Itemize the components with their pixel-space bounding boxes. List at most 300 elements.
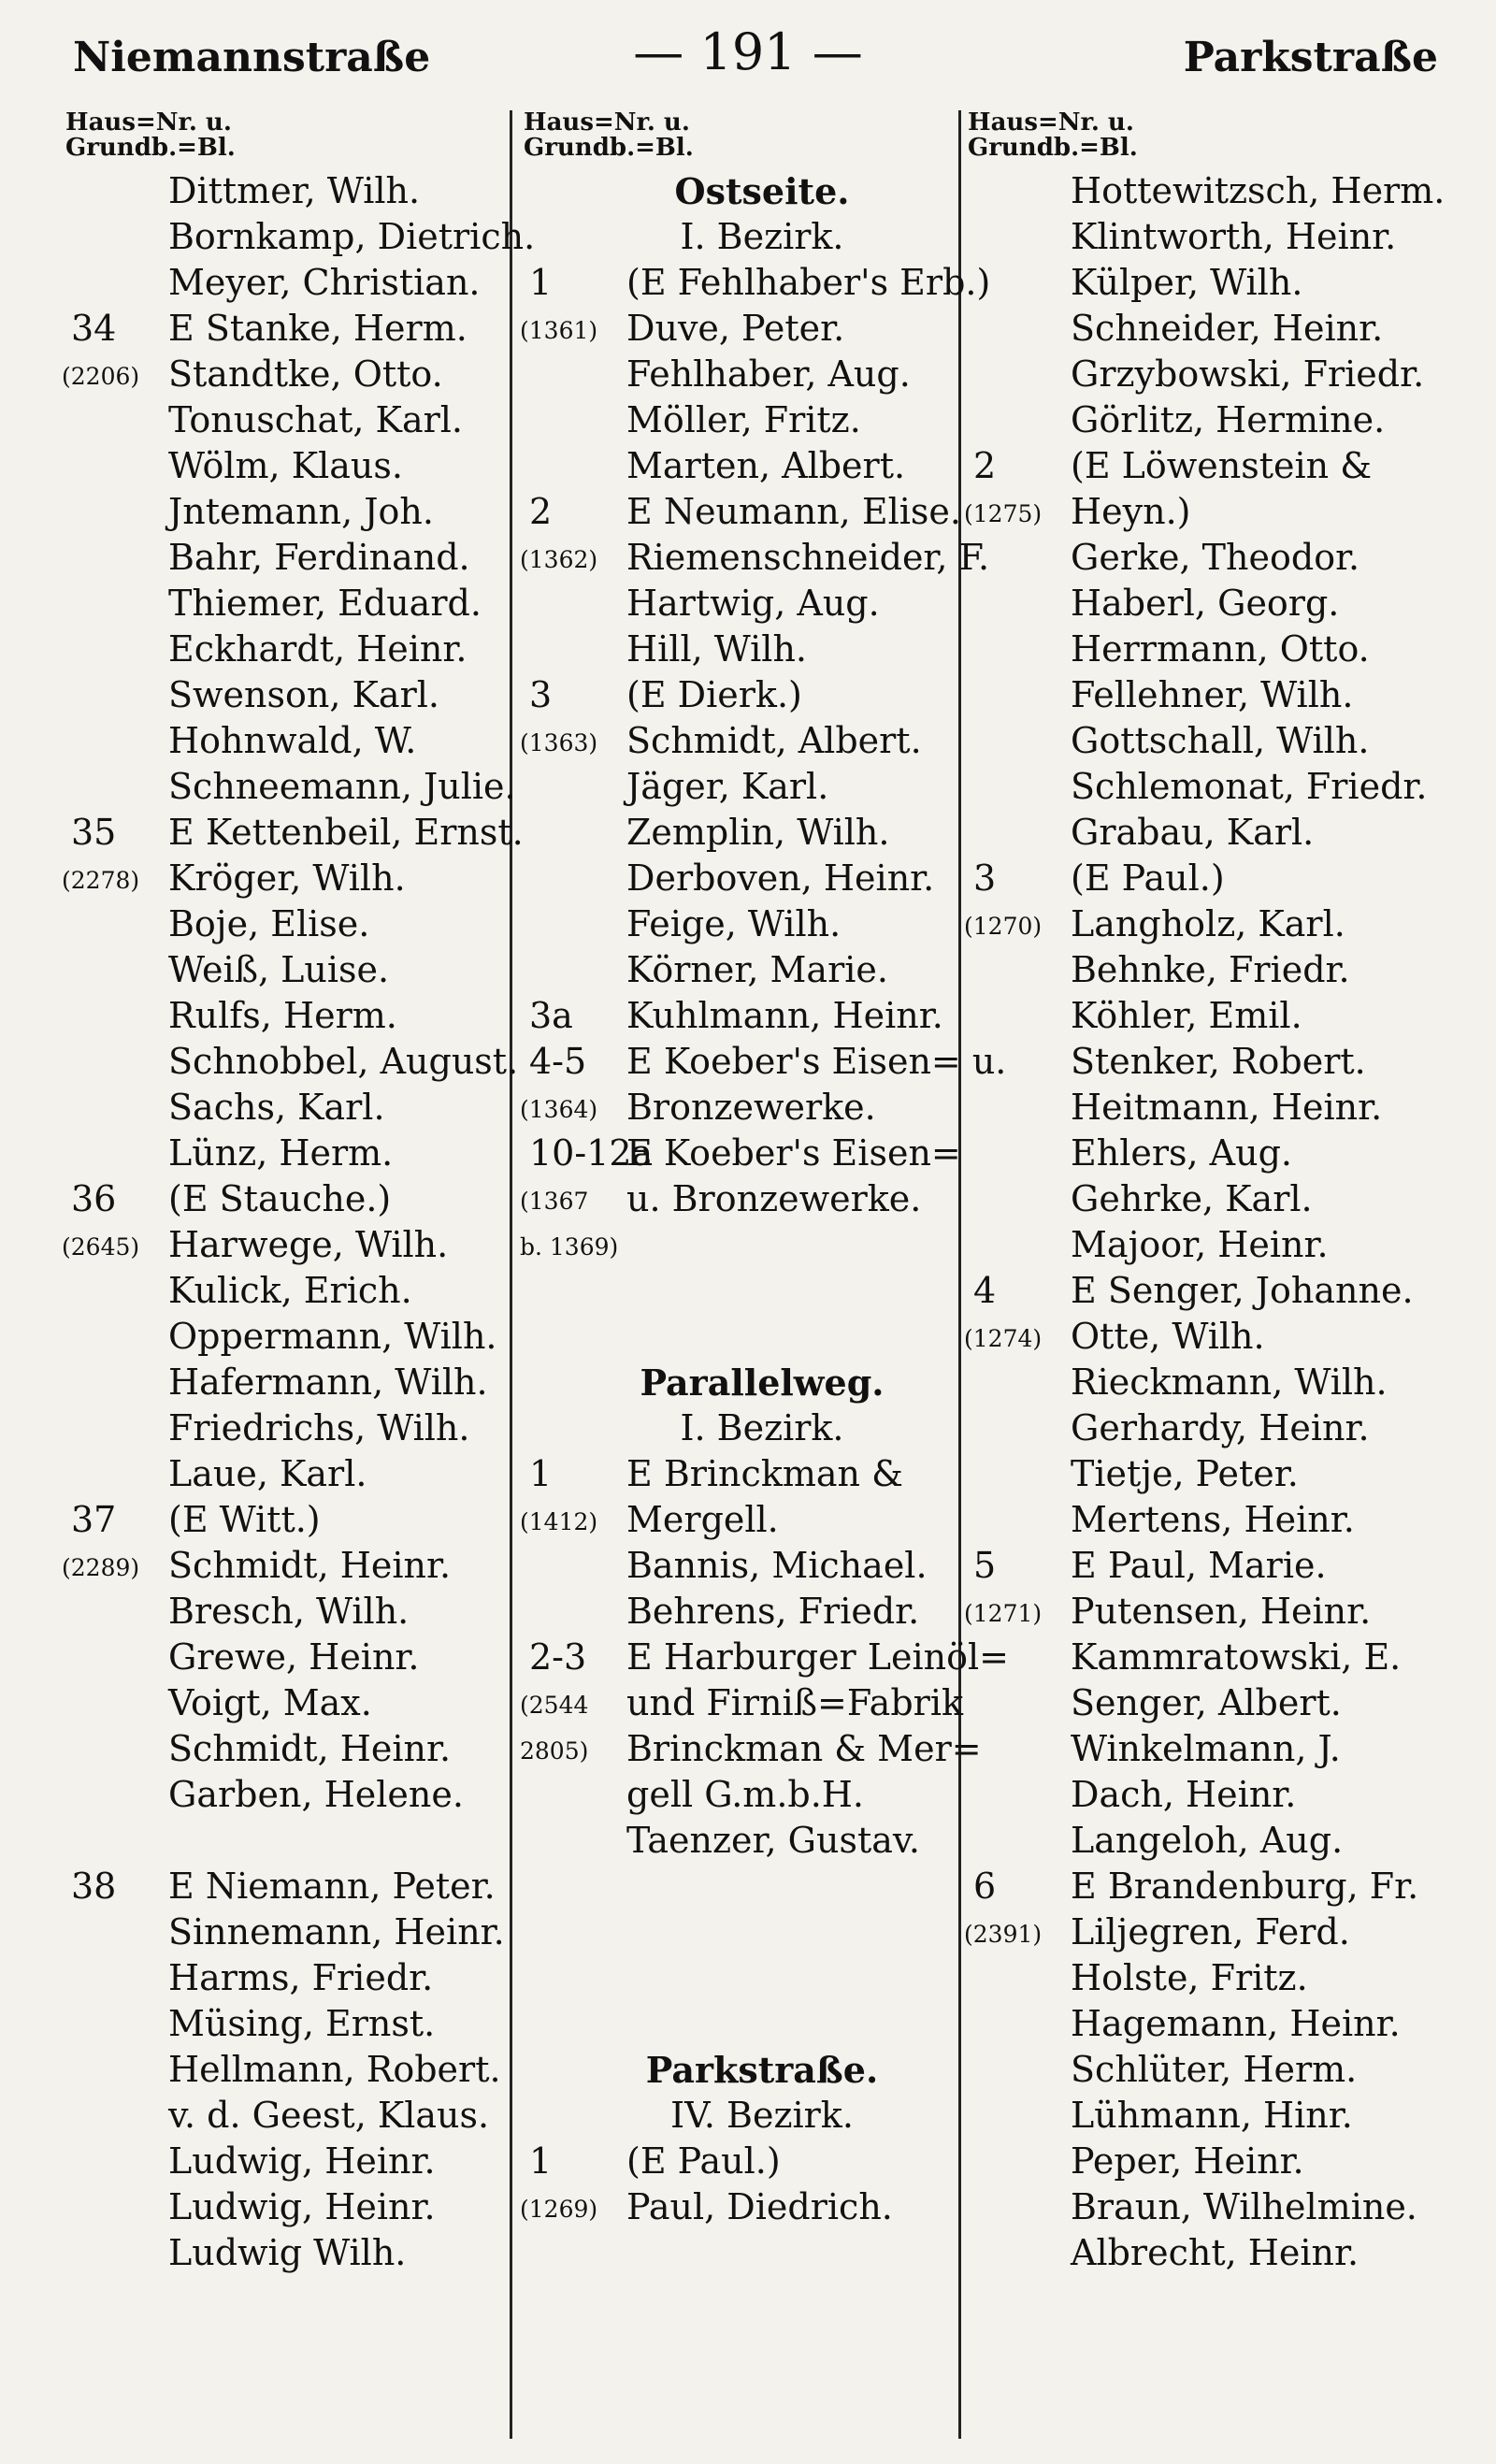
resident-name: Kuhlmann, Heinr. (626, 995, 943, 1036)
directory-entry (964, 1909, 1454, 1955)
directory-entry (968, 993, 1454, 1039)
directory-entry (65, 1314, 514, 1360)
resident-name: Standtke, Otto. (168, 353, 443, 395)
land-register-number: b. 1369) (520, 1233, 619, 1261)
land-register-number: 2805) (520, 1737, 589, 1765)
directory-entry (65, 718, 514, 764)
spacer (524, 2001, 963, 2047)
resident-name: Weiß, Luise. (168, 949, 390, 990)
directory-entry (65, 627, 514, 672)
resident-name: Fehlhaber, Aug. (626, 353, 911, 395)
resident-name: Liljegren, Ferd. (1071, 1911, 1350, 1952)
directory-entry (968, 764, 1454, 810)
column-heading (968, 110, 1454, 168)
running-head-left: Niemannstraße (73, 34, 431, 81)
directory-entry (65, 581, 514, 627)
directory-entry (520, 2184, 963, 2230)
directory-entry (968, 1726, 1454, 1772)
directory-entry (65, 1176, 514, 1222)
resident-name: E Brinckman & (626, 1453, 903, 1494)
resident-name: (E Stauche.) (168, 1178, 392, 1219)
resident-name: Gerhardy, Heinr. (1071, 1407, 1370, 1448)
resident-name: Grabau, Karl. (1071, 812, 1315, 853)
resident-name: gell G.m.b.H. (626, 1774, 865, 1815)
land-register-number: (2391) (964, 1921, 1043, 1948)
house-number: 35 (71, 812, 117, 853)
resident-name: Derboven, Heinr. (626, 857, 935, 899)
resident-name: Peper, Heinr. (1071, 2140, 1304, 2182)
directory-entry (968, 1772, 1454, 1818)
directory-entry (65, 397, 514, 443)
directory-entry (968, 672, 1454, 718)
directory-entry (968, 535, 1454, 581)
land-register-number: (1363) (520, 729, 598, 756)
page-number: — 191 — (633, 22, 863, 81)
directory-entry (524, 672, 963, 718)
directory-entry (968, 856, 1454, 901)
resident-name: Schlüter, Herm. (1071, 2049, 1358, 2090)
directory-entry (65, 2139, 514, 2184)
directory-entry (968, 581, 1454, 627)
resident-name: Lühmann, Hinr. (1071, 2095, 1353, 2136)
resident-name: Ludwig Wilh. (168, 2232, 407, 2273)
resident-name: Müsing, Ernst. (168, 2003, 436, 2044)
resident-name: Schmidt, Albert. (626, 720, 922, 761)
resident-name: Hill, Wilh. (626, 628, 808, 670)
resident-name: Lünz, Herm. (168, 1132, 394, 1174)
land-register-number: (2289) (62, 1554, 140, 1581)
resident-name: Hottewitzsch, Herm. (1071, 170, 1446, 211)
directory-entry (968, 1680, 1454, 1726)
resident-name: Meyer, Christian. (168, 262, 481, 303)
resident-name: Kammratowski, E. (1071, 1636, 1402, 1678)
district-heading: IV. Bezirk. (670, 2095, 854, 2136)
directory-entry (524, 1589, 963, 1635)
directory-entry (65, 901, 514, 947)
directory-entry (968, 1864, 1454, 1909)
directory-entry (524, 352, 963, 397)
directory-entry (964, 1314, 1454, 1360)
resident-name: (E Fehlhaber's Erb.) (626, 262, 991, 303)
land-register-number: (2206) (62, 363, 140, 390)
directory-entry (65, 993, 514, 1039)
resident-name: E Neumann, Elise. (626, 491, 961, 532)
directory-entry (65, 260, 514, 306)
directory-entry (968, 947, 1454, 993)
directory-entry (65, 1589, 514, 1635)
land-register-number: (1361) (520, 317, 598, 344)
directory-entry (65, 1726, 514, 1772)
house-number: 3 (973, 857, 997, 899)
directory-entry (65, 2184, 514, 2230)
resident-name: Fellehner, Wilh. (1071, 674, 1354, 715)
directory-entry (65, 1909, 514, 1955)
resident-name: Bronzewerke. (626, 1087, 876, 1128)
resident-name: Eckhardt, Heinr. (168, 628, 468, 670)
column-heading (65, 110, 514, 168)
resident-name: E Senger, Johanne. (1071, 1270, 1414, 1311)
resident-name: (E Paul.) (1071, 857, 1225, 899)
column-3 (964, 108, 1454, 2276)
resident-name: Schnobbel, August. (168, 1041, 519, 1082)
directory-entry (968, 1818, 1454, 1864)
resident-name: Schmidt, Heinr. (168, 1728, 452, 1769)
page-header (0, 19, 1496, 84)
resident-name: Brinckman & Mer= (626, 1728, 982, 1769)
resident-name: Schmidt, Heinr. (168, 1545, 452, 1586)
directory-entry (968, 1131, 1454, 1176)
district-heading: I. Bezirk. (680, 1407, 844, 1448)
directory-entry (968, 2093, 1454, 2139)
resident-name: Senger, Albert. (1071, 1682, 1342, 1723)
directory-entry (524, 627, 963, 672)
resident-name: Sinnemann, Heinr. (168, 1911, 505, 1952)
resident-name: E Stanke, Herm. (168, 308, 468, 349)
resident-name: Klintworth, Heinr. (1071, 216, 1397, 257)
column-1 (62, 108, 536, 2276)
resident-name: Schneemann, Julie. (168, 766, 516, 807)
directory-entry (968, 1451, 1454, 1497)
directory-entry (968, 443, 1454, 489)
land-register-number: (1269) (520, 2196, 598, 2223)
resident-name: Hagemann, Heinr. (1071, 2003, 1401, 2044)
resident-name: Ludwig, Heinr. (168, 2186, 436, 2227)
directory-entry (968, 1635, 1454, 1680)
directory-entry (968, 168, 1454, 214)
directory-entry (968, 1405, 1454, 1451)
resident-name: Riemenschneider, F. (626, 537, 990, 578)
resident-name: Köhler, Emil. (1071, 995, 1302, 1036)
resident-name: Bresch, Wilh. (168, 1591, 410, 1632)
directory-entry (524, 2139, 963, 2184)
directory-entry (968, 306, 1454, 352)
resident-name: Holste, Fritz. (1071, 1957, 1308, 1998)
land-register-number: (1275) (964, 500, 1043, 527)
directory-entry (65, 810, 524, 856)
directory-entry (65, 168, 514, 214)
resident-name: E Kettenbeil, Ernst. (168, 812, 524, 853)
directory-entry (968, 1497, 1454, 1543)
directory-entry (65, 1360, 514, 1405)
directory-entry (968, 214, 1454, 260)
resident-name: Heyn.) (1071, 491, 1191, 532)
directory-entry (968, 260, 1454, 306)
directory-entry (524, 260, 991, 306)
resident-name: Albrecht, Heinr. (1071, 2232, 1359, 2273)
resident-name: Tonuschat, Karl. (168, 399, 464, 440)
resident-name: Hellmann, Robert. (168, 2049, 501, 2090)
resident-name: E Koeber's Eisen= (626, 1132, 961, 1174)
directory-entry (65, 1451, 514, 1497)
house-number: 4 (973, 1270, 997, 1311)
directory-entry (62, 856, 514, 901)
resident-name: Mertens, Heinr. (1071, 1499, 1355, 1540)
directory-entry (520, 1726, 982, 1772)
resident-name: Kulick, Erich. (168, 1270, 412, 1311)
directory-entry (65, 306, 514, 352)
directory-entry (65, 672, 514, 718)
spacer (524, 1268, 963, 1314)
directory-entry (520, 1085, 963, 1131)
directory-entry (524, 947, 963, 993)
directory-entry (524, 1451, 963, 1497)
land-register-number: (1367 (520, 1188, 589, 1215)
house-number: 38 (71, 1866, 117, 1907)
running-head-right: Parkstraße (1183, 34, 1438, 81)
resident-name: E Niemann, Peter. (168, 1866, 496, 1907)
resident-name: (E Witt.) (168, 1499, 321, 1540)
directory-entry (524, 1039, 1007, 1085)
resident-name: und Firniß=Fabrik (626, 1682, 963, 1723)
directory-entry (520, 535, 990, 581)
house-number: 36 (71, 1178, 117, 1219)
resident-name: Harms, Friedr. (168, 1957, 434, 1998)
land-register-number: (2278) (62, 867, 140, 894)
directory-entry (968, 810, 1454, 856)
house-number: 3 (529, 674, 553, 715)
house-number: 3a (529, 995, 573, 1036)
resident-name: Dittmer, Wilh. (168, 170, 421, 211)
directory-entry (65, 1635, 514, 1680)
directory-entry (65, 1085, 514, 1131)
directory-entry (524, 993, 963, 1039)
resident-name: Bannis, Michael. (626, 1545, 928, 1586)
resident-name: Swenson, Karl. (168, 674, 439, 715)
resident-name: Gottschall, Wilh. (1071, 720, 1370, 761)
directory-entry (968, 2139, 1454, 2184)
directory-entry (65, 1772, 514, 1818)
house-number: 1 (529, 262, 553, 303)
resident-name: Oppermann, Wilh. (168, 1316, 497, 1357)
directory-entry (524, 397, 963, 443)
spacer (524, 1955, 963, 2001)
resident-name: Hafermann, Wilh. (168, 1362, 488, 1403)
directory-entry (524, 1131, 963, 1176)
resident-name: Bahr, Ferdinand. (168, 537, 470, 578)
house-number: 1 (529, 2140, 553, 2182)
directory-entry (65, 1864, 514, 1909)
directory-entry (524, 810, 963, 856)
land-register-number: (1271) (964, 1600, 1043, 1627)
directory-entry (968, 1543, 1454, 1589)
resident-name: (E Dierk.) (626, 674, 802, 715)
resident-name: Gerke, Theodor. (1071, 537, 1360, 578)
column-heading-line: Grundb.=Bl. (524, 134, 694, 162)
directory-entry (65, 1268, 514, 1314)
section-heading: Parallelweg. (640, 1362, 885, 1404)
directory-entry (524, 1818, 963, 1864)
house-number: 2 (973, 445, 997, 486)
directory-entry (65, 489, 514, 535)
directory-entry (968, 1039, 1454, 1085)
directory-entry (968, 718, 1454, 764)
directory-entry (524, 1772, 963, 1818)
directory-entry (968, 2184, 1454, 2230)
directory-entry (65, 764, 514, 810)
directory-entry (520, 1497, 963, 1543)
spacer (524, 1314, 963, 1360)
directory-entry (65, 947, 514, 993)
directory-entry (520, 306, 963, 352)
directory-entry (62, 352, 514, 397)
house-number: 2 (529, 491, 553, 532)
resident-name: Sachs, Karl. (168, 1087, 385, 1128)
resident-name: Hartwig, Aug. (626, 583, 880, 624)
resident-name: Putensen, Heinr. (1071, 1591, 1372, 1632)
resident-name: Behrens, Friedr. (626, 1591, 920, 1632)
resident-name: Görlitz, Hermine. (1071, 399, 1386, 440)
directory-entry (968, 1176, 1454, 1222)
directory-entry (524, 581, 963, 627)
directory-entry (968, 352, 1454, 397)
resident-name: Schlemonat, Friedr. (1071, 766, 1428, 807)
resident-name: Zemplin, Wilh. (626, 812, 890, 853)
column-heading-line: Grundb.=Bl. (968, 134, 1138, 162)
directory-entry (520, 1222, 963, 1268)
directory-entry (968, 2047, 1454, 2093)
house-number: 5 (973, 1545, 997, 1586)
resident-name: Ehlers, Aug. (1071, 1132, 1292, 1174)
directory-entry (524, 489, 963, 535)
house-number: 34 (71, 308, 117, 349)
resident-name: Schneider, Heinr. (1071, 308, 1384, 349)
spacer (524, 1909, 963, 1955)
house-number: 37 (71, 1499, 117, 1540)
house-number: 10-12a (529, 1132, 654, 1174)
directory-entry (964, 489, 1454, 535)
resident-name: E Paul, Marie. (1071, 1545, 1327, 1586)
spacer (524, 1864, 963, 1909)
resident-name: Harwege, Wilh. (168, 1224, 449, 1265)
directory-entry (524, 1543, 963, 1589)
resident-name: Thiemer, Eduard. (168, 583, 482, 624)
resident-name: Bornkamp, Dietrich. (168, 216, 536, 257)
directory-entry (524, 856, 963, 901)
resident-name: Heitmann, Heinr. (1071, 1087, 1383, 1128)
directory-entry (524, 901, 963, 947)
house-number: 2-3 (529, 1636, 587, 1678)
column-heading-line: Haus=Nr. u. (524, 108, 690, 137)
directory-entry (968, 627, 1454, 672)
resident-name: Grewe, Heinr. (168, 1636, 420, 1678)
directory-entry (65, 2230, 514, 2276)
resident-name: Hohnwald, W. (168, 720, 417, 761)
resident-name: Voigt, Max. (168, 1682, 372, 1723)
directory-entry (520, 1176, 963, 1222)
resident-name: (E Löwenstein & (1071, 445, 1373, 486)
resident-name: Tietje, Peter. (1071, 1453, 1299, 1494)
directory-entry (968, 2001, 1454, 2047)
directory-entry (968, 397, 1454, 443)
column-heading-line: Grundb.=Bl. (65, 134, 236, 162)
column-heading (524, 110, 963, 168)
directory-entry (65, 535, 514, 581)
resident-name: Behnke, Friedr. (1071, 949, 1350, 990)
district-heading: I. Bezirk. (680, 216, 844, 257)
land-register-number: (1270) (964, 913, 1043, 940)
directory-entry (62, 1543, 514, 1589)
directory-entry (524, 1635, 1010, 1680)
house-number: 6 (973, 1866, 997, 1907)
entry-list (964, 168, 1454, 2276)
land-register-number: (1274) (964, 1325, 1043, 1352)
directory-entry (65, 2093, 514, 2139)
section-heading: Ostseite. (674, 170, 850, 212)
resident-name: Otte, Wilh. (1071, 1316, 1265, 1357)
directory-entry (524, 443, 963, 489)
resident-name: Langholz, Karl. (1071, 903, 1345, 944)
entry-list (62, 168, 536, 2276)
resident-name: Jäger, Karl. (626, 766, 829, 807)
house-number: 1 (529, 1453, 553, 1494)
directory-entry (968, 1360, 1454, 1405)
directory-entry (65, 1955, 514, 2001)
resident-name: Grzybowski, Friedr. (1071, 353, 1425, 395)
resident-name: Boje, Elise. (168, 903, 370, 944)
resident-name: Langeloh, Aug. (1071, 1820, 1344, 1861)
directory-entry (968, 1268, 1454, 1314)
directory-entry (65, 214, 536, 260)
directory-entry (65, 2047, 514, 2093)
resident-name: E Koeber's Eisen= u. (626, 1041, 1007, 1082)
resident-name: Haberl, Georg. (1071, 583, 1340, 624)
directory-entry (65, 1497, 514, 1543)
directory-entry (520, 718, 963, 764)
resident-name: Dach, Heinr. (1071, 1774, 1297, 1815)
directory-entry (65, 2001, 514, 2047)
directory-entry (968, 1085, 1454, 1131)
resident-name: Wölm, Klaus. (168, 445, 403, 486)
land-register-number: (2645) (62, 1233, 140, 1261)
resident-name: Friedrichs, Wilh. (168, 1407, 470, 1448)
resident-name: Paul, Diedrich. (626, 2186, 893, 2227)
resident-name: Gehrke, Karl. (1071, 1178, 1313, 1219)
section-heading: Parkstraße. (645, 2049, 879, 2091)
resident-name: Möller, Fritz. (626, 399, 861, 440)
directory-entry (62, 1222, 514, 1268)
resident-name: (E Paul.) (626, 2140, 781, 2182)
land-register-number: (2544 (520, 1692, 589, 1719)
directory-entry (65, 1680, 514, 1726)
directory-entry (524, 764, 963, 810)
directory-entry (968, 1955, 1454, 2001)
directory-entry (968, 2230, 1454, 2276)
directory-entry (65, 1039, 519, 1085)
resident-name: E Harburger Leinöl= (626, 1636, 1010, 1678)
land-register-number: (1412) (520, 1508, 598, 1535)
directory-entry (65, 1131, 514, 1176)
column-heading-line: Haus=Nr. u. (65, 108, 232, 137)
resident-name: Winkelmann, J. (1071, 1728, 1341, 1769)
resident-name: Majoor, Heinr. (1071, 1224, 1329, 1265)
column-heading-line: Haus=Nr. u. (968, 108, 1134, 137)
resident-name: Garben, Helene. (168, 1774, 464, 1815)
resident-name: v. d. Geest, Klaus. (168, 2095, 490, 2136)
resident-name: Laue, Karl. (168, 1453, 367, 1494)
resident-name: Rieckmann, Wilh. (1071, 1362, 1388, 1403)
resident-name: Rulfs, Herm. (168, 995, 397, 1036)
resident-name: Feige, Wilh. (626, 903, 842, 944)
directory-entry (65, 1405, 514, 1451)
directory-entry (65, 443, 514, 489)
resident-name: Herrmann, Otto. (1071, 628, 1370, 670)
resident-name: Stenker, Robert. (1071, 1041, 1366, 1082)
directory-entry (964, 1589, 1454, 1635)
resident-name: u. Bronzewerke. (626, 1178, 922, 1219)
directory-entry (520, 1680, 963, 1726)
resident-name: Jntemann, Joh. (168, 491, 434, 532)
resident-name: Mergell. (626, 1499, 779, 1540)
